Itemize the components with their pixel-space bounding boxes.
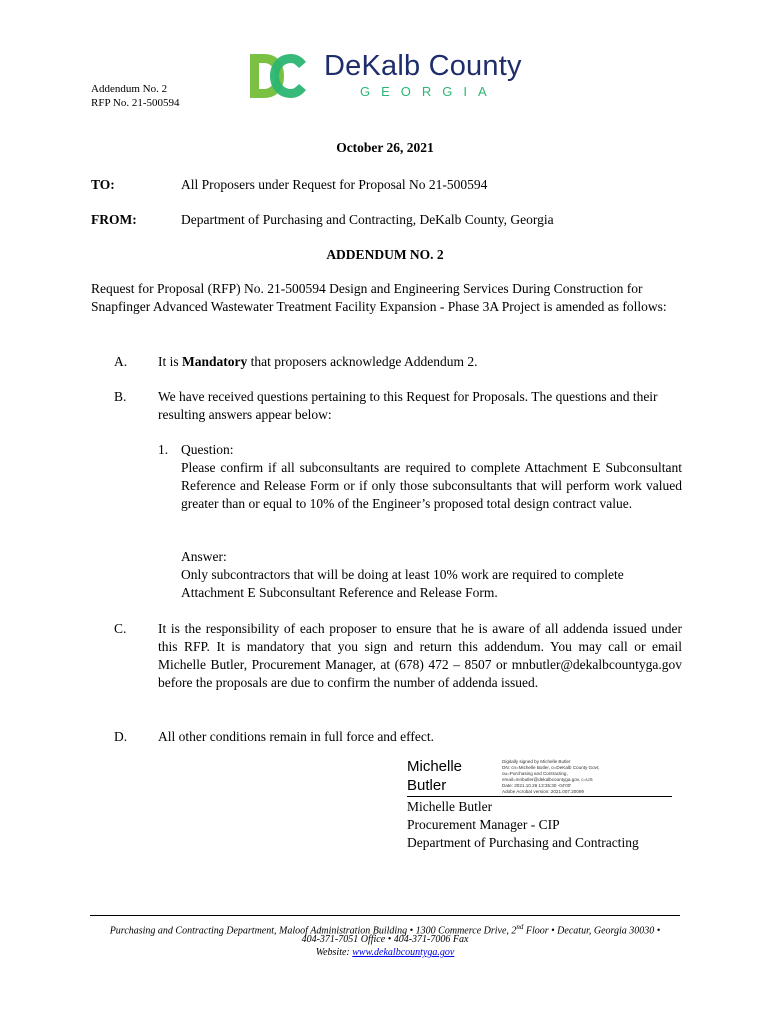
item-c-letter: C. [114, 621, 127, 636]
signer-name: Michelle Butler [407, 799, 493, 814]
footer-website: Website: www.dekalbcountyga.gov [315, 947, 455, 958]
item-a-text: It is Mandatory that proposers acknowledge Addendum 2. [158, 354, 478, 369]
question-number: 1. [158, 442, 169, 457]
footer-phone-fax: 404-371-7051 Office • 404-371-7006 Fax [301, 934, 469, 945]
signature-line [407, 796, 672, 797]
question-label: Question: [181, 442, 234, 457]
logo-county-name: DeKalb County [324, 50, 522, 82]
item-b-text: We have received questions pertaining to this Request for Proposals. The questions and their resulting answers appear below: [158, 389, 658, 422]
signature-details: Digitally signed by Michelle Butler DN: cn=Michelle Butler, o=DeKalb County Govt, ou=Purchasing and Contracting, email=mnbutler@dekalbcountyga.gov, c=US Date: 2021.10.26 13:35:30 -04'00' Adobe Acrobat version: 2021.007.20099 [502, 759, 600, 794]
item-d-letter: D. [114, 729, 128, 744]
from-label: FROM: [91, 212, 137, 227]
from-value: Department of Purchasing and Contracting, DeKalb County, Georgia [181, 212, 554, 227]
to-value: All Proposers under Request for Proposal No 21-500594 [181, 177, 488, 192]
item-c-text: It is the responsibility of each proposer to ensure that he is aware of all addenda issued under this RFP. It is mandatory that you sign and return this addendum. You may call or email Michelle Butler, Procurement Manager, at (678) 472 – 8507 or mnbutler@dekalbcountyga.gov before the proposals are due to confirm the number of addenda issued. [158, 621, 682, 690]
answer-text: Only subcontractors that will be doing at least 10% work are required to complete Attachment E Subconsultant Reference and Release Form. [181, 567, 624, 600]
signature-name-line2: Butler [407, 777, 447, 794]
addendum-number: Addendum No. 2 [91, 83, 168, 95]
logo-state-name: GEORGIA [360, 84, 498, 99]
signature-name-line1: Michelle [407, 758, 463, 775]
question-text: Please confirm if all subconsultants are required to complete Attachment E Subconsultant Reference and Release Form or if only those subconsultants that will perform work valued greater than or equal to 10% of the Engineer’s proposed total design contract value. [181, 460, 682, 511]
item-d-text: All other conditions remain in full force and effect. [158, 729, 435, 744]
website-link[interactable]: www.dekalbcountyga.gov [352, 947, 455, 958]
digital-signature[interactable] [407, 757, 672, 797]
item-b-letter: B. [114, 389, 127, 404]
answer-label: Answer: [181, 549, 227, 564]
dekalb-dc-logo-icon [248, 50, 310, 102]
addendum-title: ADDENDUM NO. 2 [326, 247, 444, 262]
rfp-number: RFP No. 21-500594 [91, 97, 180, 109]
item-a-letter: A. [114, 354, 128, 369]
signer-department: Department of Purchasing and Contracting [407, 835, 639, 850]
mandatory-emphasis: Mandatory [182, 354, 248, 369]
to-label: TO: [91, 177, 115, 192]
footer-divider [90, 915, 680, 916]
dekalb-county-logo [248, 50, 528, 102]
intro-paragraph: Request for Proposal (RFP) No. 21-500594 Design and Engineering Services During Construction for Snapfinger Advanced Wastewater Treatment Facility Expansion - Phase 3A Project is amended as follows: [91, 281, 667, 314]
footer-address: Purchasing and Contracting Department, Maloof Administration Building • 1300 Commerce Drive, 2nd Floor • Decatur, Georgia 30030 • [109, 923, 661, 937]
signer-title: Procurement Manager - CIP [407, 817, 560, 832]
document-date: October 26, 2021 [336, 140, 434, 155]
